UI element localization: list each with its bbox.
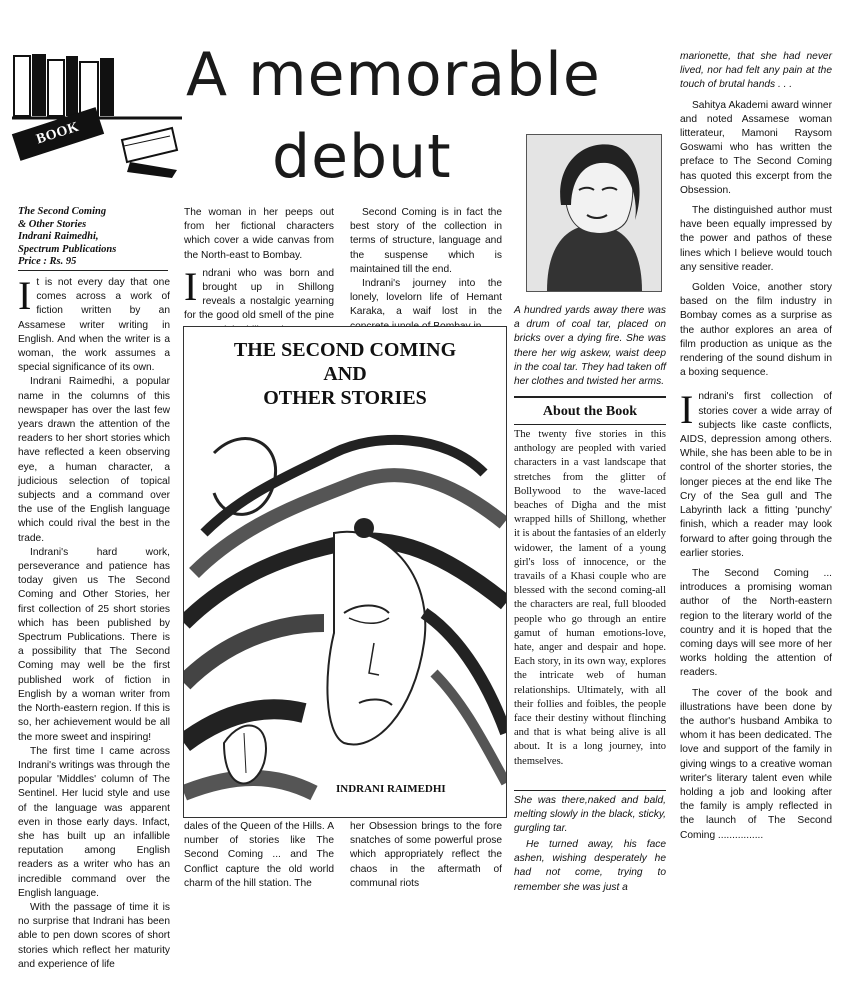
divider — [514, 424, 666, 425]
book-info-title2: & Other Stories — [18, 218, 87, 230]
cover-title-line1: THE SECOND COMING — [233, 339, 457, 361]
book-info-publisher: Spectrum Publications — [18, 243, 117, 255]
paragraph: dales of the Queen of the Hills. A number of stories like The Second Coming ... and The Conflict capture the old world charm of the hill station. The — [184, 821, 334, 889]
book-info-author: Indrani Raimedhi, — [18, 231, 99, 242]
drop-cap: I — [18, 273, 32, 318]
headline-line1: A memorable — [186, 40, 601, 110]
book-nook-logo — [12, 50, 182, 185]
column-3-bottom — [350, 820, 502, 891]
about-heading: About the Book — [542, 404, 638, 419]
paragraph: The first time I came across Indrani's writings was through the popular 'Middles' column of The Sentinel. Her lucid style and use of the language was apparent even in those early days. Infact, she has built up an infallible reputation among English readers as a writer who has an incredible command over the English language. — [18, 745, 170, 899]
column-5 — [680, 50, 832, 843]
photo-caption: A hundred yards away there was a drum of coal tar, placed on bricks over a dying fire. She was there her wig askew, waist deep in the coal tar. They had taken off her clothes and twisted her arms. — [514, 305, 666, 388]
paragraph: Indrani's hard work, perseverance and patience has today given us The Second Coming and Other Stories, her first collection of 25 short stories which has been published by Spectrum Publications. There is a possibility that The Second Coming may well be the first published work of fiction in English by a woman writer from the North-eastern region. If this is so, her achievement would be all the more sweet and inspiring! — [18, 546, 170, 743]
book-nook-badge: BOOK NOOK — [12, 107, 104, 161]
paragraph: Indrani's first collection of stories cover a wide array of subjects like caste conflicts, AIDS, depression among others. While, she has been able to be in control of the shorter stories, the longer pieces at the end like The Cry of the Sea gull and The Labyrinth lack a fitting 'punchy' finish, which a reader may look forward to after going through the earlier stories. — [680, 387, 832, 559]
cover-title-line3: OTHER STORIES — [263, 387, 427, 409]
cover-title-line2: AND — [323, 363, 367, 385]
paragraph: marionette, that she had never lived, nor had felt any pain at the touch of brutal hands . . . — [680, 51, 832, 91]
paragraph: It is not every day that one comes across a work of fiction written by an Assamese writer writing in English. And when the writer is a woman, the work assumes a special significance of its own. — [18, 273, 170, 374]
paragraph: Golden Voice, another story based on the film industry in Bombay comes as a surprise as the author explores an area of film production as unique as the rendering of the sound dishum in a boxing sequence. — [680, 282, 832, 379]
drop-cap: I — [184, 263, 198, 309]
paragraph: The distinguished author must have been equally impressed by the power and pathos of these lines which I believe would touch any sensitive reader. — [680, 205, 832, 273]
quote-2: He turned away, his face ashen, wishing desperately he had not come, trying to remember she was just a — [514, 839, 666, 893]
paragraph: Indrani's journey into the lonely, lovelorn life of Hemant Karaka, a waif lost in the — [350, 278, 502, 318]
paragraph: Indrani Raimedhi, a popular name in the columns of this newspaper has over the last few years drawn the attention of the readers to her short stories which have reflected a keen observing eye, a human character, a judicious selection of topical subjects and a command over the use of the English language which could rival the best in the trade. — [18, 376, 170, 544]
headline-line2: debut — [272, 122, 452, 192]
divider — [18, 270, 168, 271]
divider — [514, 396, 666, 398]
book-info-price: Price : Rs. 95 — [18, 256, 77, 267]
author-photo — [526, 134, 662, 292]
paragraph: The Second Coming ... introduces a promising woman author of the North-eastern region to the literary world of the country and it is hoped that the coming days will see more of her works holding the attention of readers. — [680, 567, 832, 679]
book-cover — [183, 326, 507, 818]
paragraph: The cover of the book and illustrations have been done by the author's husband Ambika to whom it has been dedicated. The love and support of the family in giving wings to a creative woman writer's literary talent even while holding a job and looking after the family is amply reflected in the launch of The Second Coming ................ — [680, 687, 832, 841]
quote-1: She was there,naked and bald, melting slowly in the black, sticky, gurgling tar. — [514, 795, 666, 835]
column-2-bottom — [184, 820, 334, 891]
column-1 — [18, 273, 170, 972]
column-2-top — [184, 206, 334, 338]
paragraph: Second Coming is in fact the best story of the collection in terms of structure, language and the suspense which is maintained till the end. — [350, 207, 502, 275]
column-3-top — [350, 206, 502, 334]
cover-illustration — [184, 413, 506, 817]
portrait-illustration — [527, 135, 661, 291]
paragraph: Sahitya Akademi award winner and noted Assamese woman litterateur, Mamoni Raysom Goswami who has written the preface to The Second Coming has quoted this excerpt from the Obsession. — [680, 99, 832, 196]
cover-author: INDRANI RAIMEDHI — [336, 783, 446, 795]
about-text: The twenty five stories in this anthology are peopled with varied characters in a vast landscape that stretches from the glitter of Bollywood to the wave-laced beaches of Digha and the mist wrapped hills of Shillong, whether it is about the fantasies of an elderly widower, the lament of a young girl's loss of innocence, or the travails of a Khasi couple who are blessed with the second coming-all the characters are real, full blooded people who go through an entire gamut of human emotions-love, hate, anger and despair and hope. Each story, in its own way, explores the intricate web of human relationships. Ultimately, with all their follies and foibles, the people face their destiny without flinching and that is what being alive is all about. It is a long journey, into themselves. — [514, 429, 666, 767]
paragraph: her Obsession brings to the fore snatches of some powerful prose which appropriately reflect the chaos in the aftermath of communal riots — [350, 821, 502, 889]
book-info-title1: The Second Coming — [18, 206, 107, 217]
book-info — [18, 206, 168, 269]
drop-cap: I — [680, 387, 694, 433]
paragraph: Indrani who was born and brought up in Shillong reveals a nostalgic yearning for the good old smell of the pine — [184, 263, 334, 322]
paragraph: With the passage of time it is no surprise that Indrani has been able to pen down scores of short stories which reflect her maturity and experience of life — [18, 901, 170, 970]
paragraph: The woman in her peeps out from her fictional characters which cover a wide canvas from the North-east to Bombay. — [184, 207, 334, 261]
divider — [514, 790, 666, 791]
